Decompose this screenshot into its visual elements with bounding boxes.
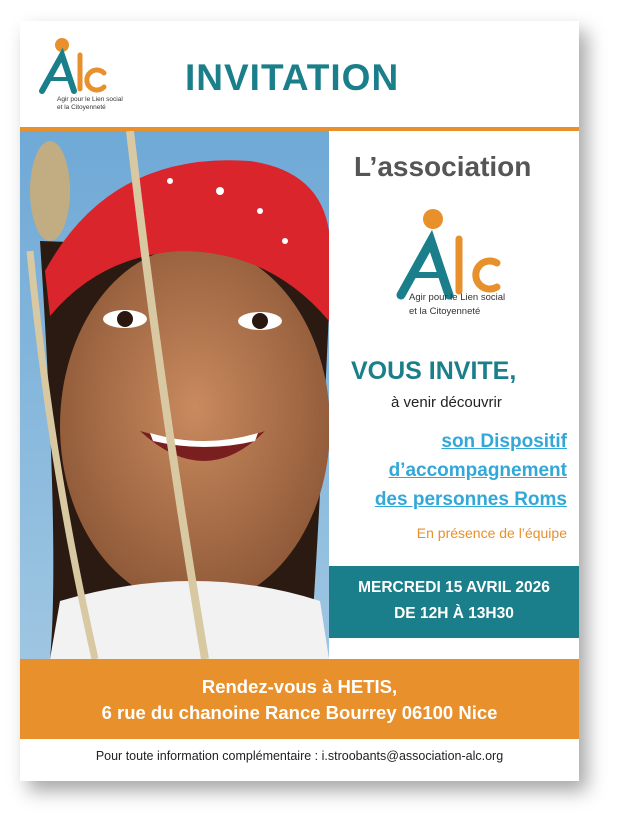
dispositif-link-line[interactable]: son Dispositif [441, 431, 567, 452]
venue-band [20, 659, 579, 739]
dispositif-link-line[interactable]: d’accompagnement [388, 460, 567, 481]
footer-label: Pour toute information complémentaire : [95, 749, 319, 763]
contact-email-link[interactable]: i.stroobants@association-alc.org [321, 749, 504, 763]
child-portrait-photo [20, 131, 329, 659]
logo-tagline-line-2: et la Citoyenneté [409, 306, 481, 317]
event-date: MERCREDI 15 AVRIL 2026 [358, 579, 550, 596]
invitation-card [20, 21, 579, 781]
invite-heading: VOUS INVITE, [351, 357, 517, 385]
header [20, 21, 579, 127]
right-column [329, 131, 579, 659]
dispositif-link[interactable] [375, 427, 567, 514]
date-box [329, 566, 579, 638]
presence-note: En présence de l’équipe [416, 525, 567, 541]
logo-tagline-line-2: et la Citoyenneté [57, 104, 106, 111]
logo-tagline-line-1: Agir pour le Lien social [409, 292, 506, 303]
invite-subtext: à venir découvrir [391, 394, 502, 411]
logo-tagline-line-1: Agir pour le Lien social [57, 96, 123, 103]
page-title: INVITATION [185, 57, 400, 98]
event-time: DE 12H À 13H30 [394, 605, 514, 622]
logo-tagline [409, 291, 505, 319]
dispositif-link-line[interactable]: des personnes Roms [374, 489, 567, 510]
association-heading: L’association [354, 151, 532, 182]
venue-address: 6 rue du chanoine Rance Bourrey 06100 Nice [101, 702, 498, 723]
footer [20, 749, 579, 763]
logo-tagline [57, 96, 123, 112]
venue-name: Rendez-vous à HETIS, [201, 676, 398, 697]
